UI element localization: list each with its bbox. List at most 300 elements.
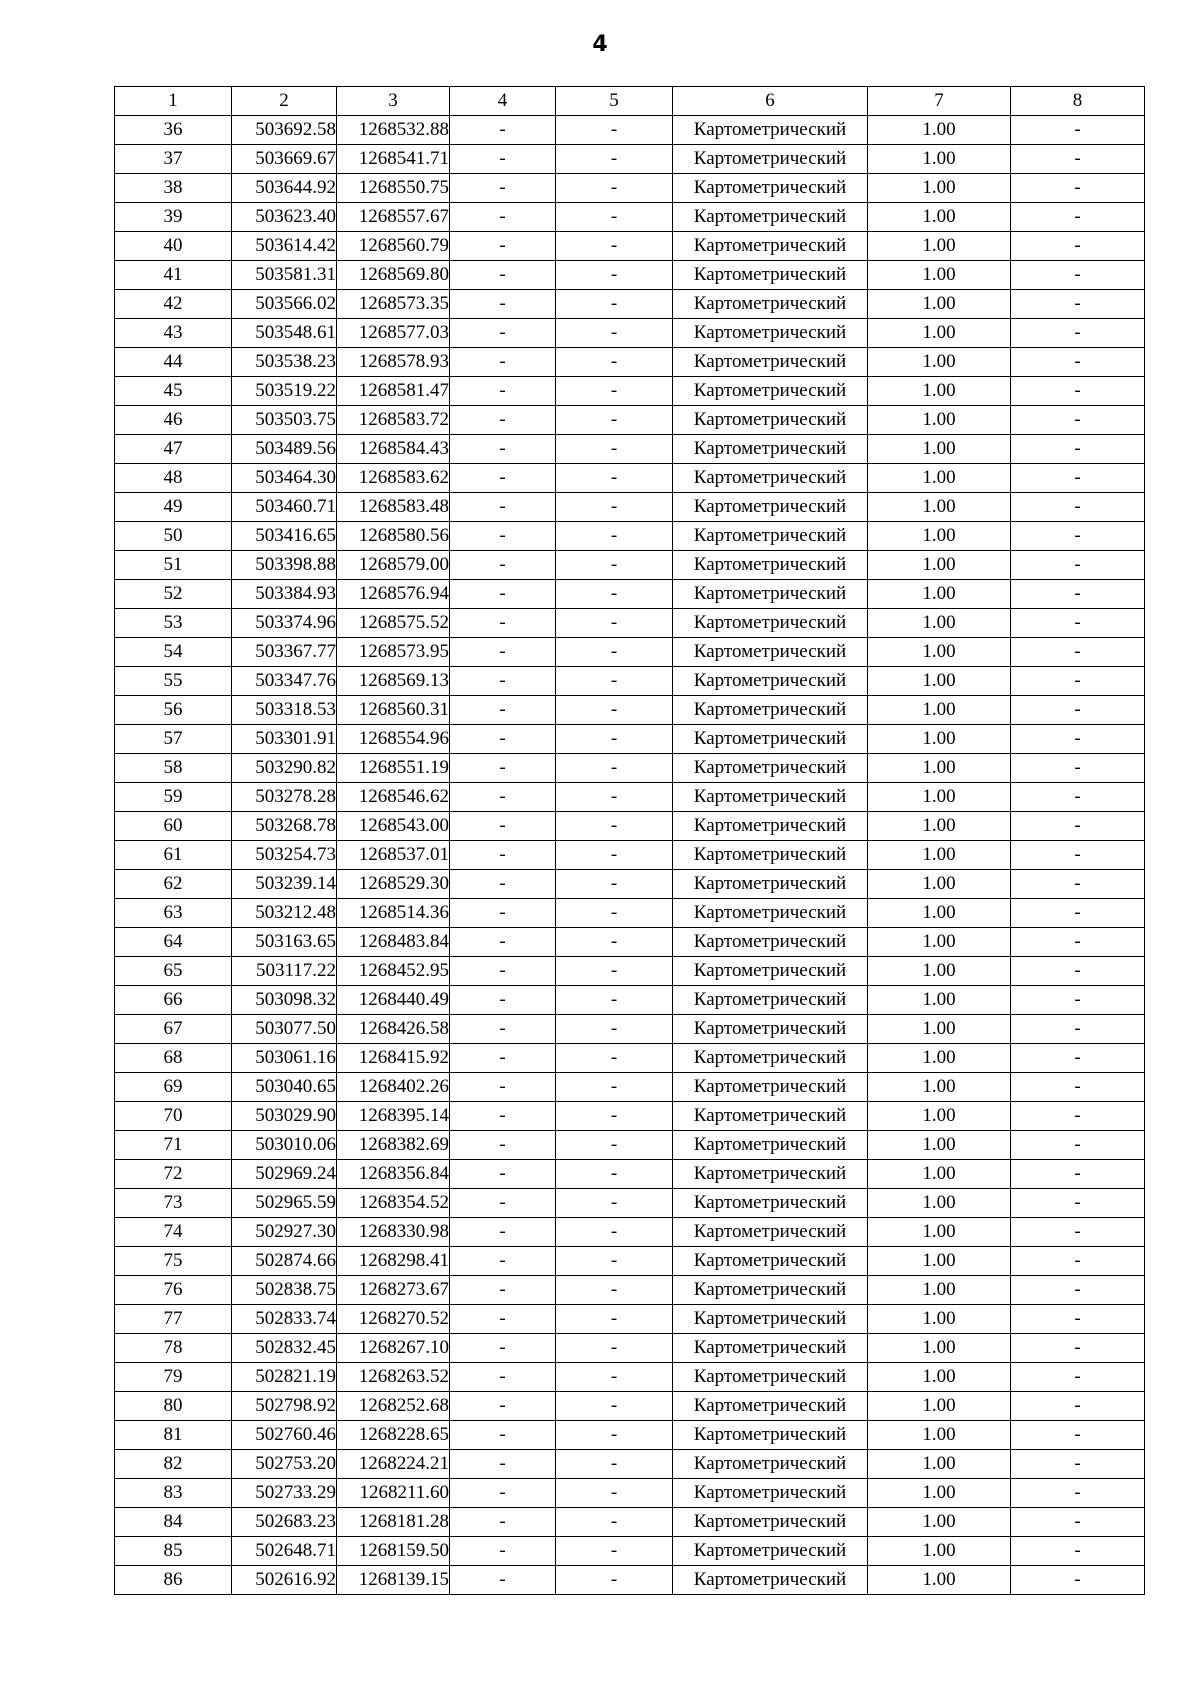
- y-coordinate-cell: 1268576.94: [337, 580, 450, 609]
- col5-cell: -: [556, 1537, 673, 1566]
- accuracy-cell: 1.00: [868, 522, 1011, 551]
- point-number-cell: 68: [115, 1044, 232, 1073]
- table-row: [115, 1131, 1145, 1160]
- col8-cell: -: [1011, 1160, 1145, 1189]
- y-coordinate-cell: 1268577.03: [337, 319, 450, 348]
- point-number-cell: 40: [115, 232, 232, 261]
- point-number-cell: 72: [115, 1160, 232, 1189]
- col8-cell: -: [1011, 667, 1145, 696]
- method-cell: Картометрический: [673, 696, 868, 725]
- table-row: [115, 493, 1145, 522]
- accuracy-cell: 1.00: [868, 638, 1011, 667]
- accuracy-cell: 1.00: [868, 319, 1011, 348]
- point-number-cell: 60: [115, 812, 232, 841]
- y-coordinate-cell: 1268573.35: [337, 290, 450, 319]
- col4-cell: -: [450, 522, 556, 551]
- x-coordinate-cell: 502965.59: [232, 1189, 337, 1218]
- point-number-cell: 59: [115, 783, 232, 812]
- point-number-cell: 43: [115, 319, 232, 348]
- x-coordinate-cell: 503489.56: [232, 435, 337, 464]
- method-cell: Картометрический: [673, 1392, 868, 1421]
- y-coordinate-cell: 1268583.72: [337, 406, 450, 435]
- table-row: [115, 986, 1145, 1015]
- x-coordinate-cell: 502753.20: [232, 1450, 337, 1479]
- y-coordinate-cell: 1268139.15: [337, 1566, 450, 1595]
- col4-cell: -: [450, 348, 556, 377]
- accuracy-cell: 1.00: [868, 1044, 1011, 1073]
- col4-cell: -: [450, 1363, 556, 1392]
- col5-cell: -: [556, 609, 673, 638]
- accuracy-cell: 1.00: [868, 957, 1011, 986]
- table-row: [115, 783, 1145, 812]
- col5-cell: -: [556, 116, 673, 145]
- col5-cell: -: [556, 1189, 673, 1218]
- col4-cell: -: [450, 667, 556, 696]
- col5-cell: -: [556, 1218, 673, 1247]
- column-header: 8: [1011, 87, 1145, 116]
- point-number-cell: 41: [115, 261, 232, 290]
- col4-cell: -: [450, 1015, 556, 1044]
- column-header: 7: [868, 87, 1011, 116]
- table-row: [115, 377, 1145, 406]
- col5-cell: -: [556, 493, 673, 522]
- col8-cell: -: [1011, 1537, 1145, 1566]
- table-row: [115, 1508, 1145, 1537]
- method-cell: Картометрический: [673, 1218, 868, 1247]
- method-cell: Картометрический: [673, 261, 868, 290]
- x-coordinate-cell: 503460.71: [232, 493, 337, 522]
- point-number-cell: 69: [115, 1073, 232, 1102]
- y-coordinate-cell: 1268181.28: [337, 1508, 450, 1537]
- x-coordinate-cell: 503503.75: [232, 406, 337, 435]
- col5-cell: -: [556, 667, 673, 696]
- table-row: [115, 261, 1145, 290]
- point-number-cell: 55: [115, 667, 232, 696]
- x-coordinate-cell: 503581.31: [232, 261, 337, 290]
- col5-cell: -: [556, 1479, 673, 1508]
- table-row: [115, 232, 1145, 261]
- col8-cell: -: [1011, 986, 1145, 1015]
- accuracy-cell: 1.00: [868, 1537, 1011, 1566]
- table-row: [115, 348, 1145, 377]
- accuracy-cell: 1.00: [868, 1421, 1011, 1450]
- col5-cell: -: [556, 406, 673, 435]
- method-cell: Картометрический: [673, 899, 868, 928]
- method-cell: Картометрический: [673, 1102, 868, 1131]
- col4-cell: -: [450, 145, 556, 174]
- y-coordinate-cell: 1268578.93: [337, 348, 450, 377]
- y-coordinate-cell: 1268298.41: [337, 1247, 450, 1276]
- table-row: [115, 1276, 1145, 1305]
- y-coordinate-cell: 1268537.01: [337, 841, 450, 870]
- point-number-cell: 75: [115, 1247, 232, 1276]
- table-row: [115, 754, 1145, 783]
- method-cell: Картометрический: [673, 986, 868, 1015]
- col4-cell: -: [450, 928, 556, 957]
- method-cell: Картометрический: [673, 1450, 868, 1479]
- table-row: [115, 609, 1145, 638]
- col5-cell: -: [556, 1421, 673, 1450]
- x-coordinate-cell: 503398.88: [232, 551, 337, 580]
- method-cell: Картометрический: [673, 783, 868, 812]
- table-row: [115, 1566, 1145, 1595]
- col4-cell: -: [450, 870, 556, 899]
- method-cell: Картометрический: [673, 406, 868, 435]
- y-coordinate-cell: 1268557.67: [337, 203, 450, 232]
- col4-cell: -: [450, 1218, 556, 1247]
- col8-cell: -: [1011, 551, 1145, 580]
- table-row: [115, 1102, 1145, 1131]
- column-header: 3: [337, 87, 450, 116]
- accuracy-cell: 1.00: [868, 435, 1011, 464]
- col4-cell: -: [450, 1537, 556, 1566]
- col8-cell: -: [1011, 319, 1145, 348]
- col5-cell: -: [556, 957, 673, 986]
- method-cell: Картометрический: [673, 580, 868, 609]
- x-coordinate-cell: 503278.28: [232, 783, 337, 812]
- y-coordinate-cell: 1268546.62: [337, 783, 450, 812]
- x-coordinate-cell: 503010.06: [232, 1131, 337, 1160]
- col5-cell: -: [556, 348, 673, 377]
- x-coordinate-cell: 503374.96: [232, 609, 337, 638]
- method-cell: Картометрический: [673, 145, 868, 174]
- col4-cell: -: [450, 1508, 556, 1537]
- method-cell: Картометрический: [673, 116, 868, 145]
- col8-cell: -: [1011, 1073, 1145, 1102]
- col4-cell: -: [450, 899, 556, 928]
- col5-cell: -: [556, 464, 673, 493]
- col4-cell: -: [450, 1392, 556, 1421]
- x-coordinate-cell: 502616.92: [232, 1566, 337, 1595]
- col8-cell: -: [1011, 841, 1145, 870]
- y-coordinate-cell: 1268354.52: [337, 1189, 450, 1218]
- point-number-cell: 81: [115, 1421, 232, 1450]
- accuracy-cell: 1.00: [868, 1102, 1011, 1131]
- x-coordinate-cell: 503416.65: [232, 522, 337, 551]
- col8-cell: -: [1011, 116, 1145, 145]
- x-coordinate-cell: 503040.65: [232, 1073, 337, 1102]
- col4-cell: -: [450, 609, 556, 638]
- col8-cell: -: [1011, 580, 1145, 609]
- column-header: 2: [232, 87, 337, 116]
- x-coordinate-cell: 503117.22: [232, 957, 337, 986]
- col4-cell: -: [450, 174, 556, 203]
- col5-cell: -: [556, 725, 673, 754]
- col5-cell: -: [556, 812, 673, 841]
- accuracy-cell: 1.00: [868, 696, 1011, 725]
- point-number-cell: 84: [115, 1508, 232, 1537]
- accuracy-cell: 1.00: [868, 348, 1011, 377]
- point-number-cell: 64: [115, 928, 232, 957]
- accuracy-cell: 1.00: [868, 841, 1011, 870]
- x-coordinate-cell: 502683.23: [232, 1508, 337, 1537]
- point-number-cell: 54: [115, 638, 232, 667]
- table-row: [115, 203, 1145, 232]
- method-cell: Картометрический: [673, 377, 868, 406]
- y-coordinate-cell: 1268426.58: [337, 1015, 450, 1044]
- method-cell: Картометрический: [673, 348, 868, 377]
- point-number-cell: 83: [115, 1479, 232, 1508]
- method-cell: Картометрический: [673, 1421, 868, 1450]
- col5-cell: -: [556, 435, 673, 464]
- col4-cell: -: [450, 696, 556, 725]
- y-coordinate-cell: 1268415.92: [337, 1044, 450, 1073]
- col5-cell: -: [556, 1276, 673, 1305]
- page-number: 4: [592, 32, 608, 57]
- point-number-cell: 76: [115, 1276, 232, 1305]
- y-coordinate-cell: 1268395.14: [337, 1102, 450, 1131]
- table-row: [115, 1044, 1145, 1073]
- col8-cell: -: [1011, 1479, 1145, 1508]
- method-cell: Картометрический: [673, 522, 868, 551]
- accuracy-cell: 1.00: [868, 1218, 1011, 1247]
- point-number-cell: 63: [115, 899, 232, 928]
- method-cell: Картометрический: [673, 870, 868, 899]
- table-row: [115, 464, 1145, 493]
- x-coordinate-cell: 502969.24: [232, 1160, 337, 1189]
- col8-cell: -: [1011, 1131, 1145, 1160]
- x-coordinate-cell: 502733.29: [232, 1479, 337, 1508]
- x-coordinate-cell: 503268.78: [232, 812, 337, 841]
- method-cell: Картометрический: [673, 1566, 868, 1595]
- accuracy-cell: 1.00: [868, 1276, 1011, 1305]
- col4-cell: -: [450, 551, 556, 580]
- x-coordinate-cell: 503464.30: [232, 464, 337, 493]
- col4-cell: -: [450, 1334, 556, 1363]
- col4-cell: -: [450, 1189, 556, 1218]
- method-cell: Картометрический: [673, 1044, 868, 1073]
- col5-cell: -: [556, 1247, 673, 1276]
- col8-cell: -: [1011, 1247, 1145, 1276]
- x-coordinate-cell: 503098.32: [232, 986, 337, 1015]
- col8-cell: -: [1011, 957, 1145, 986]
- col4-cell: -: [450, 1450, 556, 1479]
- y-coordinate-cell: 1268252.68: [337, 1392, 450, 1421]
- col8-cell: -: [1011, 1015, 1145, 1044]
- method-cell: Картометрический: [673, 1305, 868, 1334]
- point-number-cell: 71: [115, 1131, 232, 1160]
- table-row: [115, 1421, 1145, 1450]
- point-number-cell: 53: [115, 609, 232, 638]
- point-number-cell: 38: [115, 174, 232, 203]
- col5-cell: -: [556, 203, 673, 232]
- col8-cell: -: [1011, 783, 1145, 812]
- method-cell: Картометрический: [673, 435, 868, 464]
- point-number-cell: 47: [115, 435, 232, 464]
- col5-cell: -: [556, 1102, 673, 1131]
- x-coordinate-cell: 502798.92: [232, 1392, 337, 1421]
- col5-cell: -: [556, 870, 673, 899]
- y-coordinate-cell: 1268382.69: [337, 1131, 450, 1160]
- table-row: [115, 1392, 1145, 1421]
- col8-cell: -: [1011, 1566, 1145, 1595]
- y-coordinate-cell: 1268529.30: [337, 870, 450, 899]
- col8-cell: -: [1011, 609, 1145, 638]
- accuracy-cell: 1.00: [868, 609, 1011, 638]
- accuracy-cell: 1.00: [868, 667, 1011, 696]
- x-coordinate-cell: 503566.02: [232, 290, 337, 319]
- col5-cell: -: [556, 1334, 673, 1363]
- col8-cell: -: [1011, 870, 1145, 899]
- col8-cell: -: [1011, 754, 1145, 783]
- y-coordinate-cell: 1268541.71: [337, 145, 450, 174]
- col8-cell: -: [1011, 348, 1145, 377]
- y-coordinate-cell: 1268560.31: [337, 696, 450, 725]
- point-number-cell: 65: [115, 957, 232, 986]
- table-row: [115, 1479, 1145, 1508]
- col5-cell: -: [556, 580, 673, 609]
- method-cell: Картометрический: [673, 1247, 868, 1276]
- accuracy-cell: 1.00: [868, 493, 1011, 522]
- x-coordinate-cell: 503669.67: [232, 145, 337, 174]
- table-row: [115, 870, 1145, 899]
- accuracy-cell: 1.00: [868, 116, 1011, 145]
- accuracy-cell: 1.00: [868, 377, 1011, 406]
- column-header: 6: [673, 87, 868, 116]
- col8-cell: -: [1011, 261, 1145, 290]
- x-coordinate-cell: 502927.30: [232, 1218, 337, 1247]
- y-coordinate-cell: 1268581.47: [337, 377, 450, 406]
- point-number-cell: 37: [115, 145, 232, 174]
- x-coordinate-cell: 503644.92: [232, 174, 337, 203]
- point-number-cell: 82: [115, 1450, 232, 1479]
- col8-cell: -: [1011, 406, 1145, 435]
- table-row: [115, 1305, 1145, 1334]
- col4-cell: -: [450, 1305, 556, 1334]
- table-row: [115, 522, 1145, 551]
- table-row: [115, 899, 1145, 928]
- col5-cell: -: [556, 1508, 673, 1537]
- point-number-cell: 51: [115, 551, 232, 580]
- col4-cell: -: [450, 986, 556, 1015]
- col5-cell: -: [556, 754, 673, 783]
- method-cell: Картометрический: [673, 203, 868, 232]
- x-coordinate-cell: 503254.73: [232, 841, 337, 870]
- col4-cell: -: [450, 783, 556, 812]
- accuracy-cell: 1.00: [868, 754, 1011, 783]
- col5-cell: -: [556, 174, 673, 203]
- col8-cell: -: [1011, 812, 1145, 841]
- x-coordinate-cell: 503347.76: [232, 667, 337, 696]
- method-cell: Картометрический: [673, 754, 868, 783]
- y-coordinate-cell: 1268583.62: [337, 464, 450, 493]
- table-row: [115, 667, 1145, 696]
- point-number-cell: 42: [115, 290, 232, 319]
- accuracy-cell: 1.00: [868, 1015, 1011, 1044]
- y-coordinate-cell: 1268273.67: [337, 1276, 450, 1305]
- x-coordinate-cell: 502648.71: [232, 1537, 337, 1566]
- method-cell: Картометрический: [673, 725, 868, 754]
- accuracy-cell: 1.00: [868, 899, 1011, 928]
- col5-cell: -: [556, 522, 673, 551]
- point-number-cell: 79: [115, 1363, 232, 1392]
- col8-cell: -: [1011, 1102, 1145, 1131]
- y-coordinate-cell: 1268330.98: [337, 1218, 450, 1247]
- point-number-cell: 57: [115, 725, 232, 754]
- method-cell: Картометрический: [673, 957, 868, 986]
- x-coordinate-cell: 503548.61: [232, 319, 337, 348]
- accuracy-cell: 1.00: [868, 145, 1011, 174]
- col8-cell: -: [1011, 696, 1145, 725]
- col4-cell: -: [450, 232, 556, 261]
- table-header-row: [115, 87, 1145, 116]
- col5-cell: -: [556, 783, 673, 812]
- accuracy-cell: 1.00: [868, 725, 1011, 754]
- table-row: [115, 174, 1145, 203]
- col8-cell: -: [1011, 1363, 1145, 1392]
- method-cell: Картометрический: [673, 174, 868, 203]
- accuracy-cell: 1.00: [868, 174, 1011, 203]
- x-coordinate-cell: 503538.23: [232, 348, 337, 377]
- accuracy-cell: 1.00: [868, 580, 1011, 609]
- table-row: [115, 290, 1145, 319]
- method-cell: Картометрический: [673, 1131, 868, 1160]
- col4-cell: -: [450, 377, 556, 406]
- column-header: 1: [115, 87, 232, 116]
- method-cell: Картометрический: [673, 1363, 868, 1392]
- col8-cell: -: [1011, 493, 1145, 522]
- point-number-cell: 70: [115, 1102, 232, 1131]
- method-cell: Картометрический: [673, 319, 868, 348]
- col4-cell: -: [450, 725, 556, 754]
- x-coordinate-cell: 503163.65: [232, 928, 337, 957]
- point-number-cell: 48: [115, 464, 232, 493]
- table-row: [115, 638, 1145, 667]
- y-coordinate-cell: 1268579.00: [337, 551, 450, 580]
- y-coordinate-cell: 1268560.79: [337, 232, 450, 261]
- col4-cell: -: [450, 812, 556, 841]
- accuracy-cell: 1.00: [868, 986, 1011, 1015]
- col4-cell: -: [450, 261, 556, 290]
- col4-cell: -: [450, 580, 556, 609]
- y-coordinate-cell: 1268514.36: [337, 899, 450, 928]
- col4-cell: -: [450, 841, 556, 870]
- col4-cell: -: [450, 1073, 556, 1102]
- accuracy-cell: 1.00: [868, 1566, 1011, 1595]
- table-row: [115, 1450, 1145, 1479]
- x-coordinate-cell: 502833.74: [232, 1305, 337, 1334]
- method-cell: Картометрический: [673, 638, 868, 667]
- method-cell: Картометрический: [673, 928, 868, 957]
- y-coordinate-cell: 1268575.52: [337, 609, 450, 638]
- col4-cell: -: [450, 493, 556, 522]
- accuracy-cell: 1.00: [868, 1131, 1011, 1160]
- point-number-cell: 62: [115, 870, 232, 899]
- x-coordinate-cell: 503692.58: [232, 116, 337, 145]
- method-cell: Картометрический: [673, 464, 868, 493]
- col8-cell: -: [1011, 638, 1145, 667]
- accuracy-cell: 1.00: [868, 232, 1011, 261]
- table-row: [115, 1015, 1145, 1044]
- x-coordinate-cell: 503623.40: [232, 203, 337, 232]
- method-cell: Картометрический: [673, 1537, 868, 1566]
- table-row: [115, 725, 1145, 754]
- method-cell: Картометрический: [673, 1334, 868, 1363]
- table-row: [115, 435, 1145, 464]
- method-cell: Картометрический: [673, 1160, 868, 1189]
- y-coordinate-cell: 1268573.95: [337, 638, 450, 667]
- accuracy-cell: 1.00: [868, 1334, 1011, 1363]
- table-row: [115, 1160, 1145, 1189]
- table-row: [115, 1247, 1145, 1276]
- y-coordinate-cell: 1268440.49: [337, 986, 450, 1015]
- col8-cell: -: [1011, 1450, 1145, 1479]
- column-header: 4: [450, 87, 556, 116]
- col8-cell: -: [1011, 1508, 1145, 1537]
- accuracy-cell: 1.00: [868, 1305, 1011, 1334]
- col5-cell: -: [556, 319, 673, 348]
- x-coordinate-cell: 503239.14: [232, 870, 337, 899]
